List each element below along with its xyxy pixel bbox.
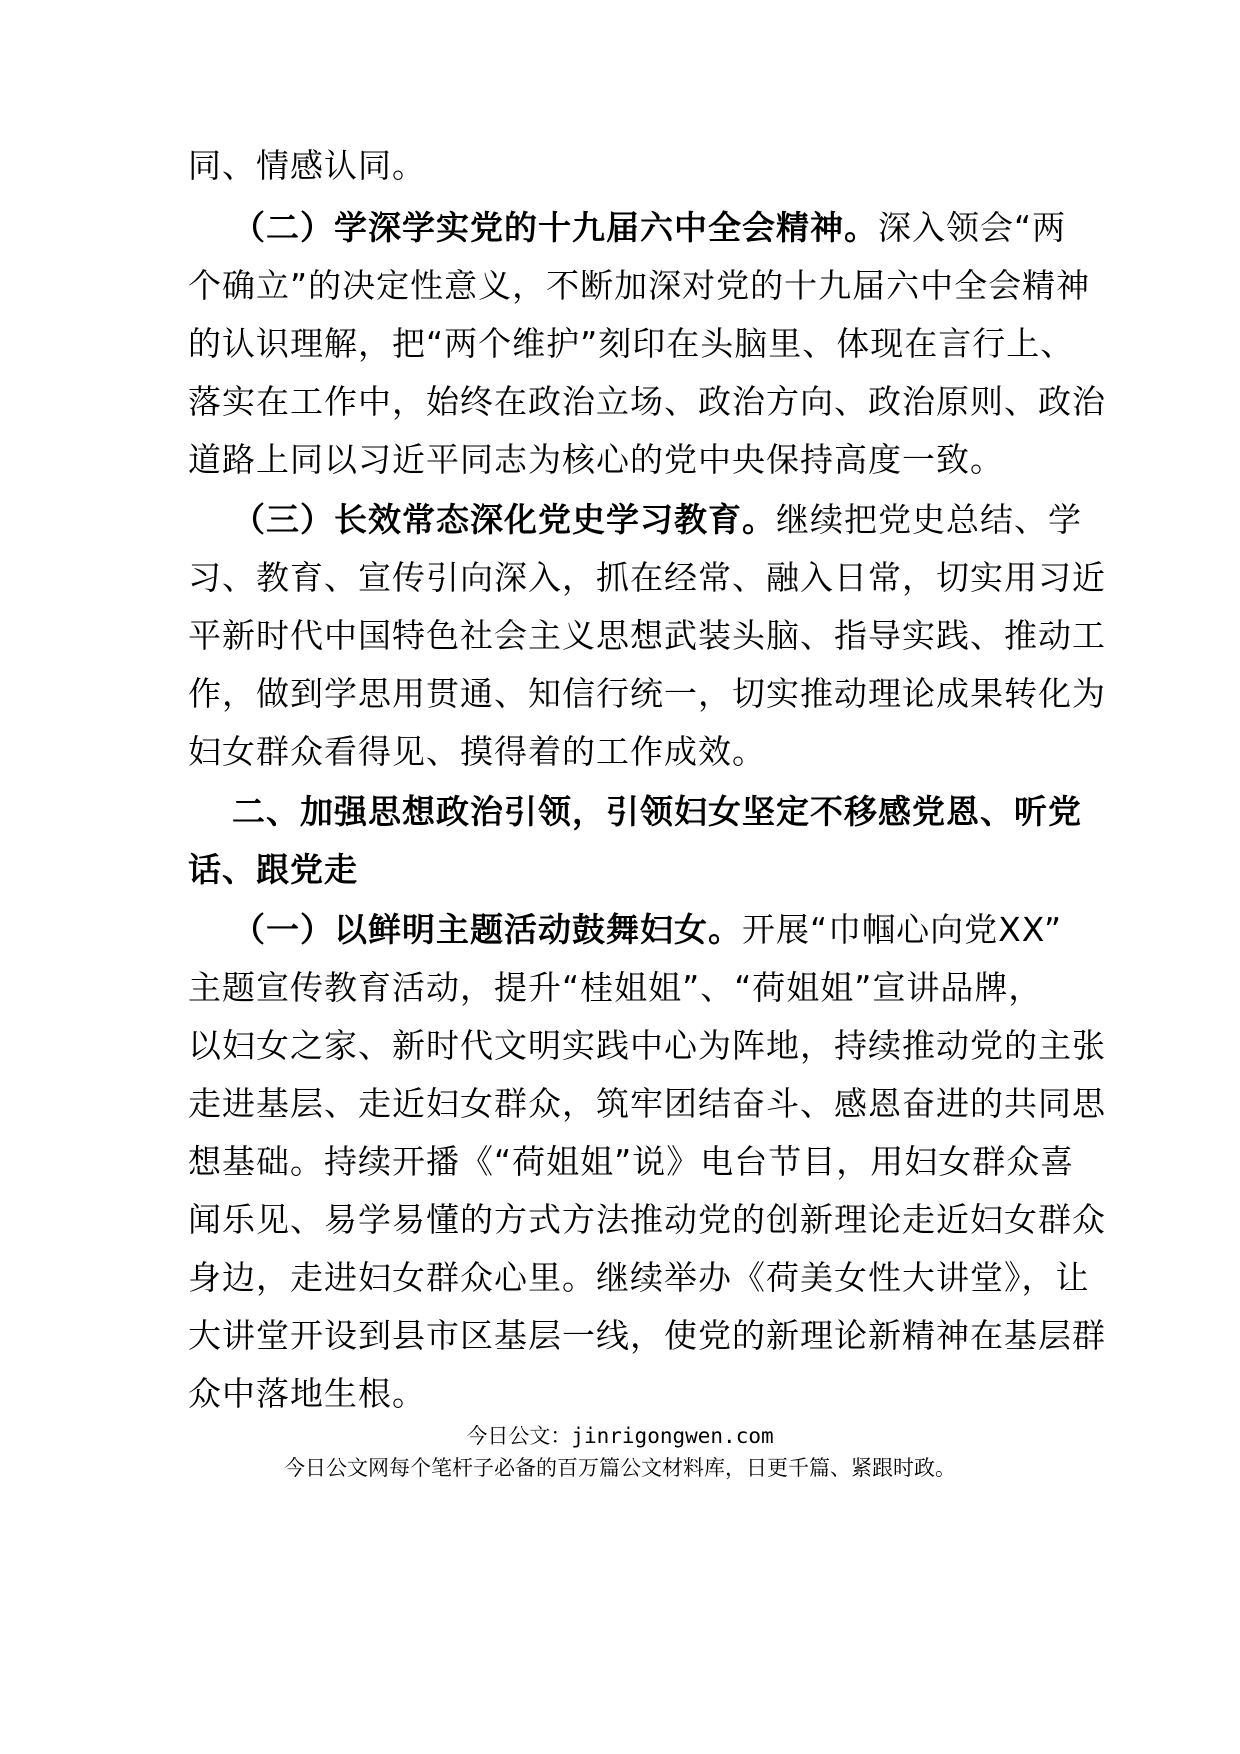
section-heading: （一）以鲜明主题活动鼓舞妇女。	[232, 910, 742, 949]
text-line: 道路上同以习近平同志为核心的党中央保持高度一致。	[188, 440, 1004, 479]
text-line: 主题宣传教育活动，提升“桂姐姐”、“荷姐姐”宣讲品牌，	[188, 968, 1043, 1007]
section-heading: （二）学深学实党的十九届六中全会精神。	[232, 208, 878, 247]
text-line: 同、情感认同。	[188, 146, 426, 185]
chapter-heading: 二、加强思想政治引领，引领妇女坚定不移感党恩、听党	[232, 792, 1082, 831]
text-line: （一）以鲜明主题活动鼓舞妇女。开展“巾帼心向党XX”	[232, 910, 1063, 949]
text-line: 习、教育、宣传引向深入，抓在经常、融入日常，切实用习近	[188, 558, 1106, 597]
text-line: 身边，走进妇女群众心里。继续举办《荷美女性大讲堂》，让	[188, 1258, 1090, 1297]
text-line: 闻乐见、易学易懂的方式方法推动党的创新理论走近妇女群众	[188, 1200, 1106, 1239]
text-line: 大讲堂开设到县市区基层一线，使党的新理论新精神在基层群	[188, 1316, 1106, 1355]
text-line	[188, 850, 1058, 890]
text-line	[232, 792, 1102, 832]
text-line: 走进基层、走近妇女群众，筑牢团结奋斗、感恩奋进的共同思	[188, 1084, 1106, 1123]
footer-slogan	[0, 1454, 1240, 1482]
text-line: 平新时代中国特色社会主义思想武装头脑、指导实践、推动工	[188, 616, 1106, 655]
text-line: 作，做到学思用贯通、知信行统一，切实推动理论成果转化为	[188, 674, 1106, 713]
footer-site	[0, 1422, 1240, 1450]
footer-site-link[interactable]: jinrigongwen.com	[571, 1424, 774, 1448]
text-line: 妇女群众看得见、摸得着的工作成效。	[188, 732, 766, 771]
chapter-heading: 话、跟党走	[188, 850, 358, 889]
text-line: （二）学深学实党的十九届六中全会精神。深入领会“两	[232, 208, 1067, 247]
text-line: 想基础。持续开播《“荷姐姐”说》电台节目，用妇女群众喜	[188, 1142, 1075, 1181]
text-line: 的认识理解，把“两个维护”刻印在头脑里、体现在言行上、	[188, 324, 1075, 363]
text-line: 众中落地生根。	[188, 1374, 426, 1413]
text-line: 个确立”的决定性意义，不断加深对党的十九届六中全会精神	[188, 266, 1091, 305]
text-line: 以妇女之家、新时代文明实践中心为阵地，持续推动党的主张	[188, 1026, 1106, 1065]
footer-slogan-text: 今日公文网每个笔杆子必备的百万篇公文材料库，日更千篇、紧跟时政。	[284, 1456, 956, 1480]
text-line: （三）长效常态深化党史学习教育。继续把党史总结、学	[232, 500, 1082, 539]
text-line: 落实在工作中，始终在政治立场、政治方向、政治原则、政治	[188, 382, 1106, 421]
footer-site-label: 今日公文：	[466, 1424, 572, 1448]
section-heading: （三）长效常态深化党史学习教育。	[232, 500, 776, 539]
